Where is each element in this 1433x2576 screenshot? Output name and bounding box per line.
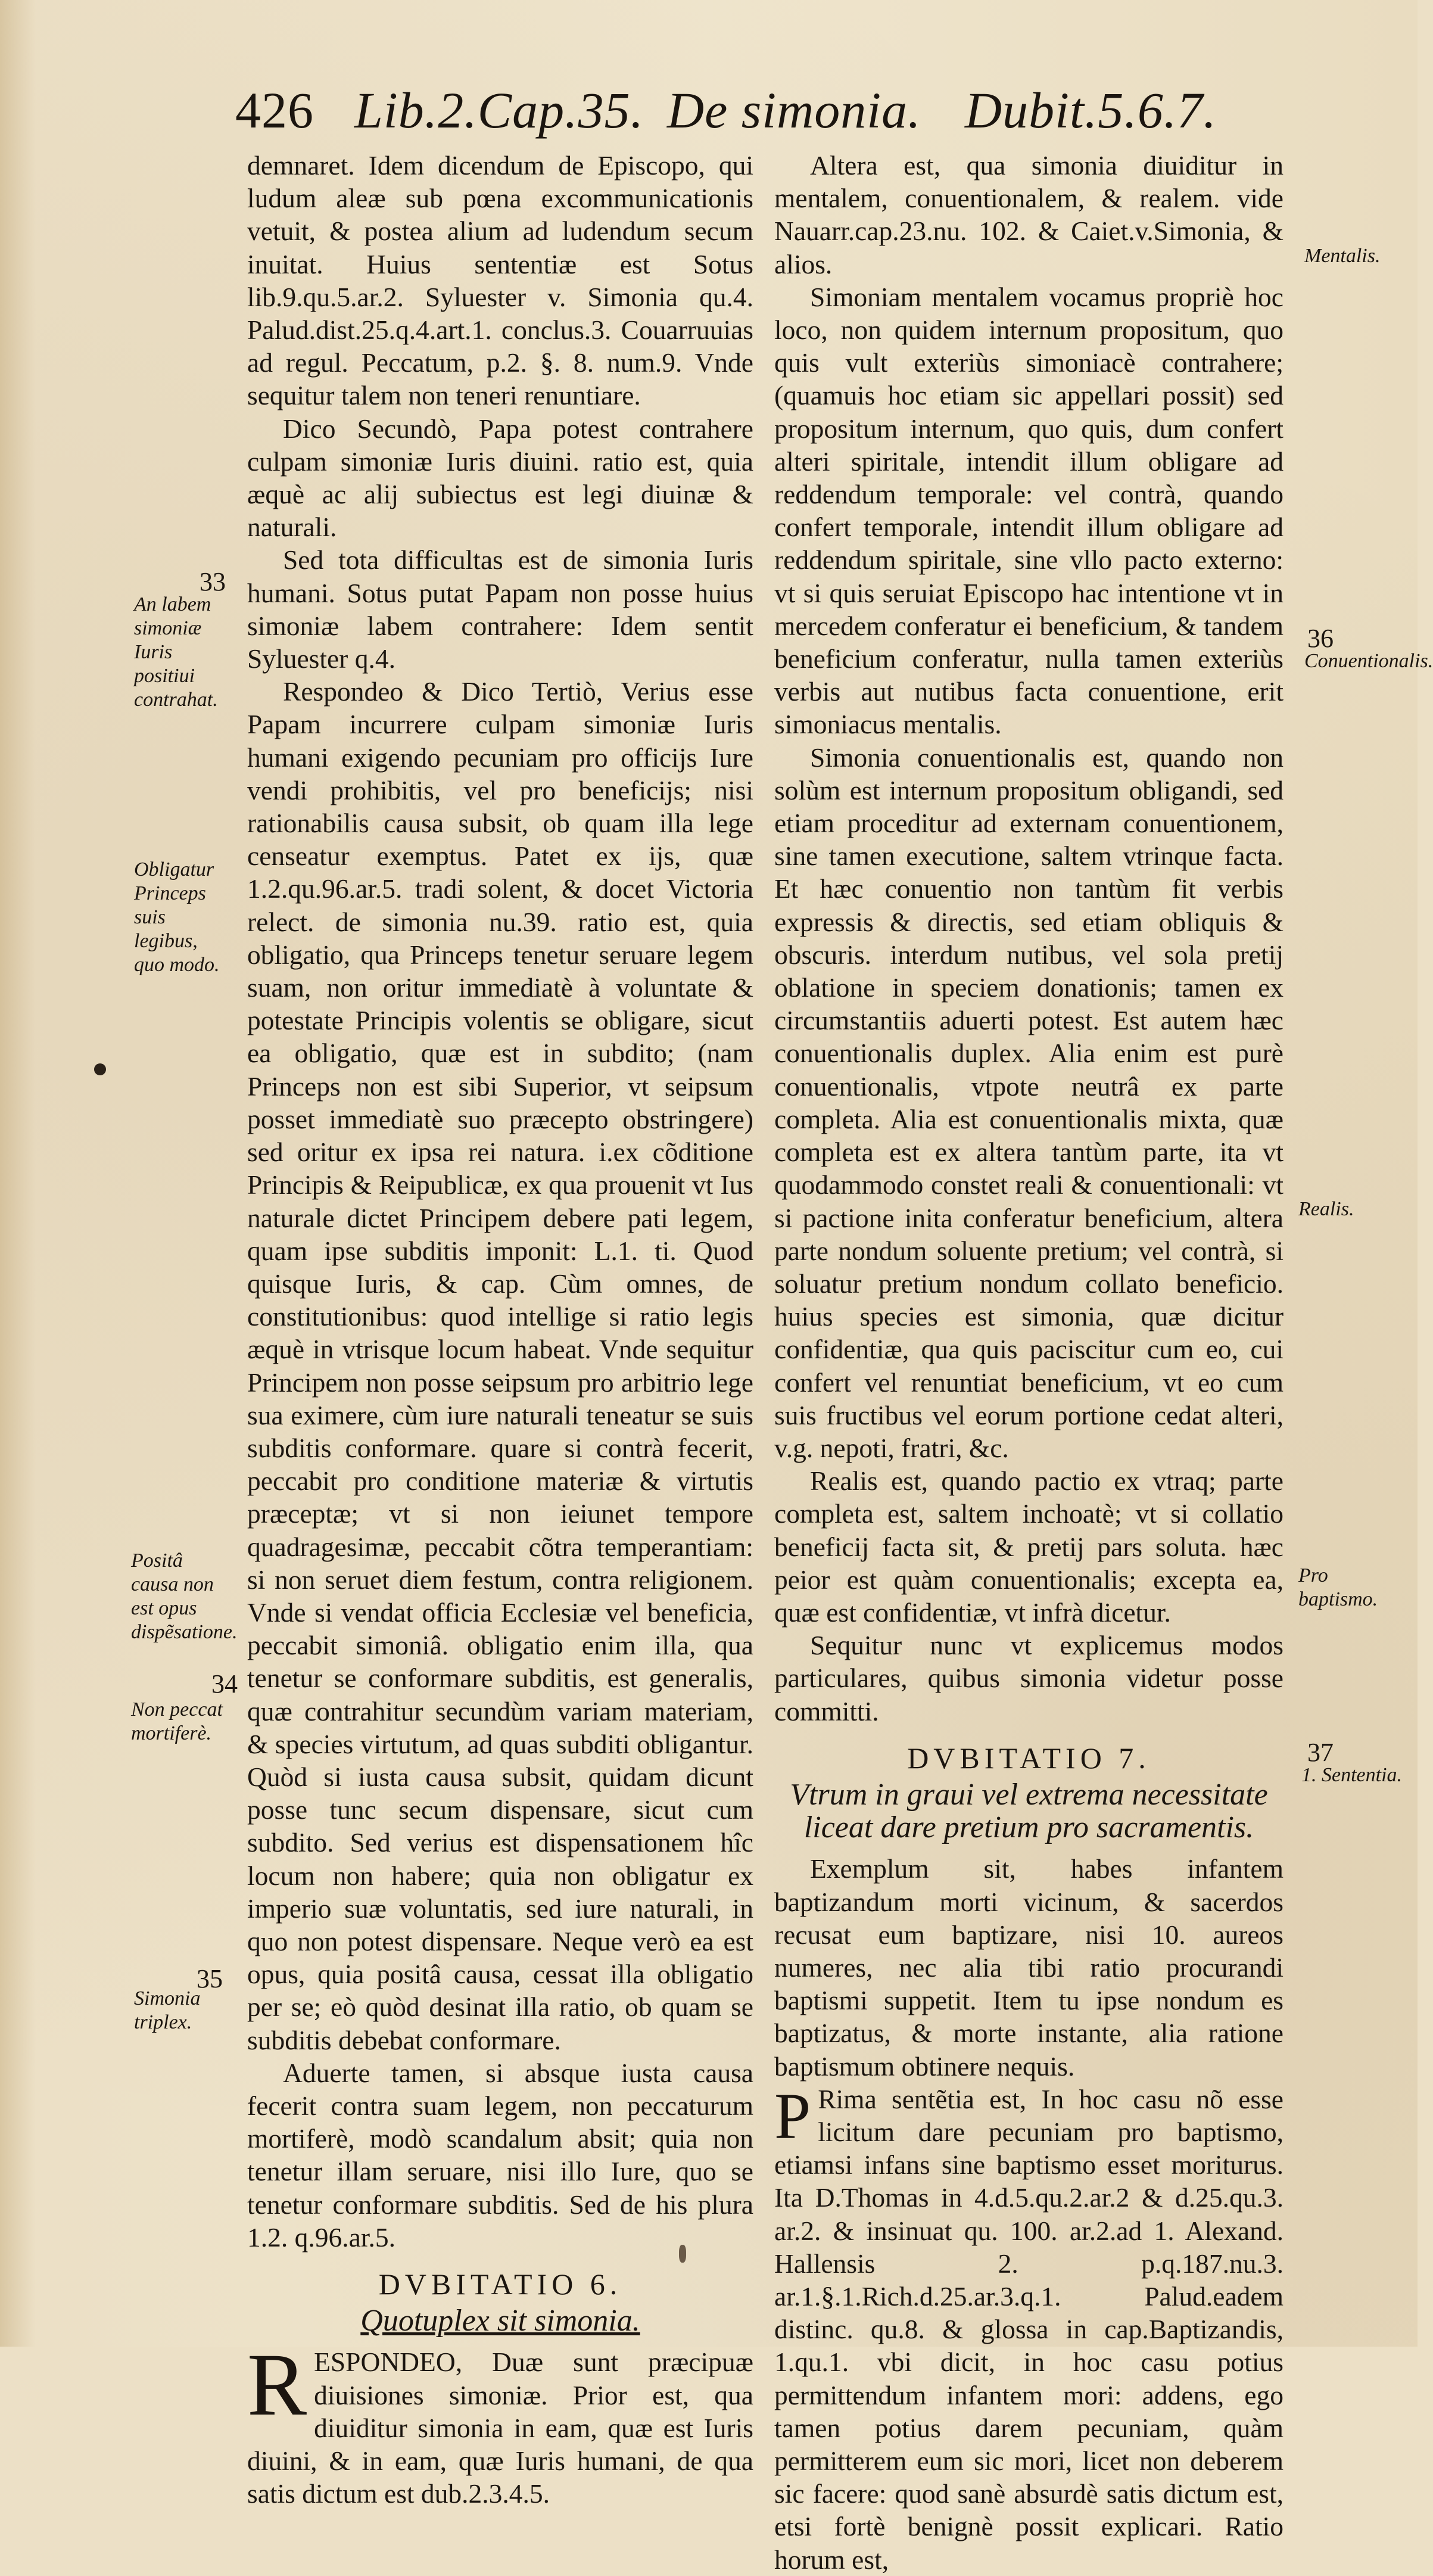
- left-paragraph-3: Sed tota difficultas est de simonia Iuris humani. Sotus putat Papam non posse huius simoniæ labem contrahere: Idem sentit Syluester q.4.: [247, 545, 753, 674]
- left-paragraph-5: Aduerte tamen, si absque iusta causa fecerit contra suam legem, non peccaturum mortiferè, modò scandalum absit; quia non tenetur illam seruare, nisi illo Iure, quo se tenetur conformare subditis. Sed de his plura 1.2. q.96.ar.5.: [247, 2057, 753, 2253]
- margin-note-obligatur: Obligatur Princeps suis legibus, quo modo.: [134, 858, 220, 976]
- margin-note-posita: Positâ causa non est opus dispẽsatione.: [131, 1550, 238, 1643]
- left-column: [247, 149, 753, 2510]
- running-header: [235, 74, 1257, 146]
- page-number: 426: [235, 82, 314, 139]
- right-column: [774, 149, 1284, 2576]
- margin-note-realis: Realis.: [1298, 1198, 1354, 1220]
- ink-blot: [94, 1063, 106, 1075]
- right-paragraph-1: Altera est, qua simonia diuiditur in mentalem, conuentionalem, & realem. vide Nauarr.cap.23.nu. 102. & Caiet.v.Simonia, & alios.: [774, 150, 1284, 279]
- dubitatio-7-heading: DVBITATIO 7.: [907, 1741, 1151, 1775]
- margin-number-33: 33: [200, 567, 226, 596]
- dropcap-p: P: [774, 2079, 811, 2152]
- right-paragraph-7-body: Rima sentẽtia est, In hoc casu nõ esse licitum dare pecuniam pro baptismo, etiamsi infans sine baptismo esset moriturus. Ita D.Thomas in 4.d.5.qu.2.ar.2 & d.25.qu.3. ar.2. & insinuat qu. 100. ar.2.ad 1. Alexand. Hallensis 2. p.q.187.nu.3. ar.1.§.1.Rich.d.25.ar.3.q.1. Palud.eadem distinc. qu.8. & glossa in cap.Baptizandis, 1.qu.1. vbi dicit, in hoc casu potius permittendum infantem mori: addens, ego tamen potius darem pecuniam, quàm permitterem eum sic mori, licet non deberem sic facere: quod sanè absurdè satis dictum est, etsi fortè benignè possit explicari. Ratio horum est,: [774, 2083, 1284, 2575]
- dropcap-r: R: [247, 2335, 307, 2435]
- left-paragraph-1: demnaret. Idem dicendum de Episcopo, qui ludum aleæ sub pœna excommunicationis vetuit, & postea alium ad ludendum secum inuitat. Huius sententiæ est Sotus lib.9.qu.5.ar.2. Syluester v. Simonia qu.4. Palud.dist.25.q.4.art.1. conclus.3. Couarruuias ad regul. Peccatum, p.2. §. 8. num.9. Vnde sequitur talem non teneri renuntiare.: [247, 150, 753, 411]
- dubitatio-6-title: Quotuplex sit simonia.: [360, 2304, 640, 2338]
- margin-note-conuentionalis: Conuentionalis.: [1304, 650, 1433, 672]
- right-paragraph-3: Simonia conuentionalis est, quando non solùm est internum propositum obligandi, sed etiam proceditur ad externam conuentionem, sine tamen executione, saltem vtrinque facta. Et hæc conuentio non tantùm fit verbis expressis & directis, sed etiam obliquis & obscuris. interdum nutibus, vel sola pretij oblatione in speciem donationis; tamen ex circumstantiis aduerti potest. Est autem hæc conuentionalis duplex. Alia enim est purè conuentionalis, vtpote neutrâ ex parte completa. Alia est conuentionalis mixta, quæ completa est ex altera tantùm parte, ita vt quodammodo constet reali & conuentionali: vt si pactione inita conferatur beneficium, altera parte nondum soluente pretium; vel contrà, si soluatur pretium nondum collato beneficio. huius species est simonia, quæ dicitur confidentiæ, qua quis paciscitur cum eo, cui confert vel renuntiat beneficium, vt eo cum suis fructibus vel eorum portione cedat alteri, v.g. nepoti, fratri, &c.: [774, 742, 1284, 1463]
- left-paragraph-4: Respondeo & Dico Tertiò, Verius esse Papam incurrere culpam simoniæ Iuris humani exigendo pecuniam pro officijs Iure vendi prohibitis, vel pro beneficijs; nisi rationabilis causa subsit, ob quam illa lege censeatur exemptus. Patet ex ijs, quæ 1.2.qu.96.ar.5. tradi solent, & docet Victoria relect. de simonia nu.39. ratio est, quia obligatio, qua Princeps tenetur seruare legem suam, non oritur immediatè à voluntate & potestate Principis volentis se obligare, sicut ea obligatio, quæ est in subdito; (nam Princeps non est sibi Superior, vt seipsum posset immediatè suo præcepto obstringere) sed oritur ex ipsa rei natura. i.ex cõditione Principis & Reipublicæ, ex qua prouenit vt Ius naturale dictet Principem debere pati legem, quam ipse subditis imponit: L.1. ti. Quod quisque Iuris, & cap. Cùm omnes, de constitutionibus: quod intellige si ratio legis æquè in vtrisque locum habeat. Vnde sequitur Principem non posse seipsum pro arbitrio lege sua eximere, cùm iure naturali teneatur se suis subditis conformare. quare si contrà fecerit, peccabit pro conditione materiæ & virtutis præceptæ; vt si non ieiunet tempore quadragesimæ, peccabit cõtra temperantiam: si non seruet diem festum, contra religionem. Vnde si vendat officia Ecclesiæ vel beneficia, peccabit simoniâ. obligatio enim illa, qua tenetur se conformare subditis, est generalis, quæ contrahitur secundùm variam materiam, & species virtutum, ad quas subditi obligantur. Quòd si iusta causa subsit, quidam dicunt posse tunc secum dispensare, sicut cum subdito. Sed verius est dispensationem hîc locum non habere; quia non obligatur ex imperio suæ voluntatis, sed iure naturali, in quo non potest dispensare. Neque verò ea est opus, quia positâ causa, cessat illa obligatio per se; eò quòd desinat illa ratio, ob quam se subditis debebat conformare.: [247, 676, 753, 2055]
- margin-note-labem: An labem simoniæ Iuris positiui contrahat.: [134, 593, 218, 711]
- header-topic: De simonia.: [667, 82, 921, 139]
- right-paragraph-4: Realis est, quando pactio ex vtraq; parte completa est, saltem inchoatè; vt si collatio beneficij facta sit, & pretij pars soluta. hæc peior est quàm conuentionalis; excepta ea, quæ est confidentiæ, vt infrà dicetur.: [774, 1466, 1284, 1628]
- dubitatio-6-text: [247, 2335, 753, 2510]
- margin-note-pro-baptismo: Pro baptismo.: [1298, 1564, 1378, 1610]
- margin-number-35: 35: [197, 1964, 223, 1993]
- dubitatio-6-body: ESPONDEO, Duæ sunt præcipuæ diuisiones simoniæ. Prior est, qua diuiditur simonia in eam, quæ est Iuris diuini, & in eam, quæ Iuris humani, de qua satis dictum est dub.2.3.4.5.: [247, 2347, 753, 2509]
- dubitatio-7-title: Vtrum in graui vel extrema necessitate liceat dare pretium pro sacramentis.: [790, 1777, 1268, 1845]
- header-dubit: Dubit.5.6.7.: [965, 82, 1217, 139]
- right-paragraph-7: [774, 2079, 1284, 2576]
- ink-mark: [679, 2245, 686, 2263]
- margin-number-37: 37: [1307, 1738, 1334, 1767]
- header-book: Lib.2.Cap.35.: [354, 82, 644, 139]
- margin-note-non-peccat: Non peccat mortiferè.: [131, 1698, 223, 1744]
- dubitatio-6-heading: DVBITATIO 6.: [378, 2267, 622, 2301]
- left-paragraph-2: Dico Secundò, Papa potest contrahere culpam simoniæ Iuris diuini. ratio est, quia æquè ac alij subiectus est legi diuinæ & naturali.: [247, 413, 753, 543]
- right-paragraph-5: Sequitur nunc vt explicemus modos particulares, quibus simonia videtur posse committi.: [774, 1630, 1284, 1726]
- margin-note-sententia: 1. Sententia.: [1301, 1764, 1403, 1786]
- margin-note-simonia-triplex: Simonia triplex.: [134, 1987, 201, 2033]
- margin-note-mentalis: Mentalis.: [1304, 245, 1381, 267]
- right-paragraph-6: Exemplum sit, habes infantem baptizandum morti vicinum, & sacerdos recusat eum baptizare, nisi 10. aureos numeres, nec alia tibi ratio procurandi baptismi suppetit. Item tu ipse nondum es baptizatus, & morte instante, alia ratione baptismum obtinere nequis.: [774, 1853, 1284, 2082]
- margin-number-36: 36: [1307, 624, 1334, 653]
- right-paragraph-2: Simoniam mentalem vocamus propriè hoc loco, non quidem internum propositum, quo quis vult exteriùs simoniacè contrahere; (quamuis hoc etiam sic appellari possit) sed propositum internum, quo quis, dum confert alteri spiritale, intendit illum obligare ad reddendum temporale: vel contrà, quando confert temporale, intendit illum obligare ad reddendum spiritale, sine vllo pacto externo: vt si quis seruiat Episcopo hac intentione vt in mercedem conferatur ei beneficium, & tandem beneficium conferatur, nulla tamen exteriùs verbis aut nutibus facta conuentione, erit simoniacus mentalis.: [774, 281, 1284, 740]
- margin-number-34: 34: [211, 1669, 238, 1698]
